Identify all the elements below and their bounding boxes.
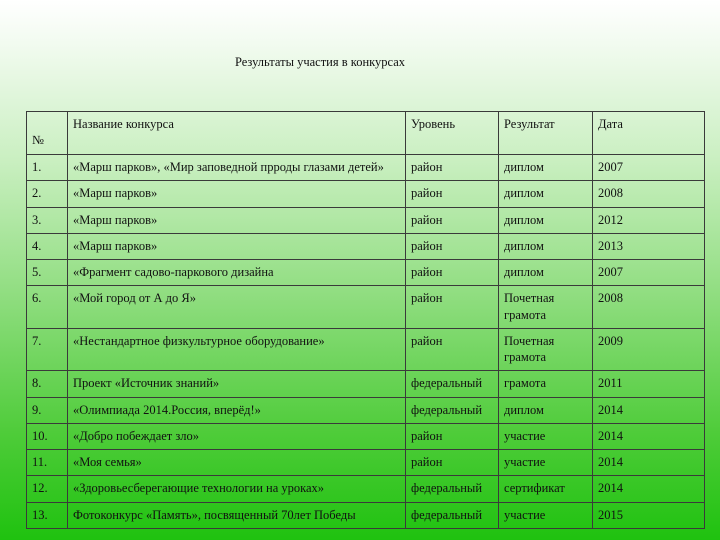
result-cell: грамота bbox=[499, 371, 593, 397]
contest-name-cell: «Нестандартное физкультурное оборудование» bbox=[68, 328, 406, 371]
contest-name-cell: «Здоровьесберегающие технологии на уроках» bbox=[68, 476, 406, 502]
table-row bbox=[27, 155, 705, 181]
level-cell: федеральный bbox=[406, 397, 499, 423]
level-cell: район bbox=[406, 233, 499, 259]
contest-name-cell: «Добро побеждает зло» bbox=[68, 423, 406, 449]
table-row bbox=[27, 371, 705, 397]
result-cell: диплом bbox=[499, 155, 593, 181]
row-number-cell: 11. bbox=[27, 450, 68, 476]
row-number-cell: 12. bbox=[27, 476, 68, 502]
result-cell: диплом bbox=[499, 181, 593, 207]
result-cell: Почетная грамота bbox=[499, 328, 593, 371]
date-cell: 2008 bbox=[593, 181, 705, 207]
contest-name-cell: «Мой город от А до Я» bbox=[68, 286, 406, 329]
date-cell: 2014 bbox=[593, 476, 705, 502]
row-number-cell: 1. bbox=[27, 155, 68, 181]
row-number-cell: 4. bbox=[27, 233, 68, 259]
row-number-cell: 7. bbox=[27, 328, 68, 371]
header-contest-name: Название конкурса bbox=[68, 112, 406, 155]
result-cell: участие bbox=[499, 450, 593, 476]
table-row bbox=[27, 476, 705, 502]
date-cell: 2008 bbox=[593, 286, 705, 329]
date-cell: 2009 bbox=[593, 328, 705, 371]
date-cell: 2007 bbox=[593, 155, 705, 181]
level-cell: район bbox=[406, 286, 499, 329]
row-number-cell: 6. bbox=[27, 286, 68, 329]
contest-name-cell: «Фрагмент садово-паркового дизайна bbox=[68, 260, 406, 286]
result-cell: диплом bbox=[499, 397, 593, 423]
date-cell: 2013 bbox=[593, 233, 705, 259]
level-cell: федеральный bbox=[406, 371, 499, 397]
result-cell: участие bbox=[499, 502, 593, 528]
row-number-cell: 9. bbox=[27, 397, 68, 423]
table-row bbox=[27, 260, 705, 286]
level-cell: федеральный bbox=[406, 502, 499, 528]
row-number-cell: 8. bbox=[27, 371, 68, 397]
table-header-row bbox=[27, 112, 705, 155]
result-cell: участие bbox=[499, 423, 593, 449]
header-date: Дата bbox=[593, 112, 705, 155]
row-number-cell: 3. bbox=[27, 207, 68, 233]
level-cell: район bbox=[406, 328, 499, 371]
contest-name-cell: «Марш парков» bbox=[68, 181, 406, 207]
level-cell: район bbox=[406, 207, 499, 233]
result-cell: сертификат bbox=[499, 476, 593, 502]
level-cell: район bbox=[406, 155, 499, 181]
result-cell: Почетная грамота bbox=[499, 286, 593, 329]
date-cell: 2014 bbox=[593, 423, 705, 449]
contest-name-cell: «Марш парков» bbox=[68, 233, 406, 259]
contest-name-cell: «Марш парков», «Мир заповедной прроды глазами детей» bbox=[68, 155, 406, 181]
date-cell: 2011 bbox=[593, 371, 705, 397]
result-cell: диплом bbox=[499, 233, 593, 259]
result-cell: диплом bbox=[499, 207, 593, 233]
table-row bbox=[27, 233, 705, 259]
table-row bbox=[27, 286, 705, 329]
level-cell: федеральный bbox=[406, 476, 499, 502]
row-number-cell: 5. bbox=[27, 260, 68, 286]
table-row bbox=[27, 328, 705, 371]
contest-name-cell: «Олимпиада 2014.Россия, вперёд!» bbox=[68, 397, 406, 423]
contest-results-table bbox=[26, 111, 705, 529]
result-cell: диплом bbox=[499, 260, 593, 286]
date-cell: 2007 bbox=[593, 260, 705, 286]
header-result: Результат bbox=[499, 112, 593, 155]
row-number-cell: 10. bbox=[27, 423, 68, 449]
level-cell: район bbox=[406, 423, 499, 449]
level-cell: район bbox=[406, 450, 499, 476]
header-number: № bbox=[27, 112, 68, 155]
table-row bbox=[27, 502, 705, 528]
table-row bbox=[27, 423, 705, 449]
contest-name-cell: Проект «Источник знаний» bbox=[68, 371, 406, 397]
row-number-cell: 2. bbox=[27, 181, 68, 207]
level-cell: район bbox=[406, 260, 499, 286]
contest-name-cell: «Марш парков» bbox=[68, 207, 406, 233]
page-title: Результаты участия в конкурсах bbox=[234, 55, 406, 69]
level-cell: район bbox=[406, 181, 499, 207]
header-level: Уровень bbox=[406, 112, 499, 155]
date-cell: 2014 bbox=[593, 397, 705, 423]
row-number-cell: 13. bbox=[27, 502, 68, 528]
table-row bbox=[27, 207, 705, 233]
table-row bbox=[27, 181, 705, 207]
date-cell: 2014 bbox=[593, 450, 705, 476]
table-row bbox=[27, 397, 705, 423]
date-cell: 2015 bbox=[593, 502, 705, 528]
table-row bbox=[27, 450, 705, 476]
contest-name-cell: Фотоконкурс «Память», посвященный 70лет Победы bbox=[68, 502, 406, 528]
date-cell: 2012 bbox=[593, 207, 705, 233]
contest-name-cell: «Моя семья» bbox=[68, 450, 406, 476]
